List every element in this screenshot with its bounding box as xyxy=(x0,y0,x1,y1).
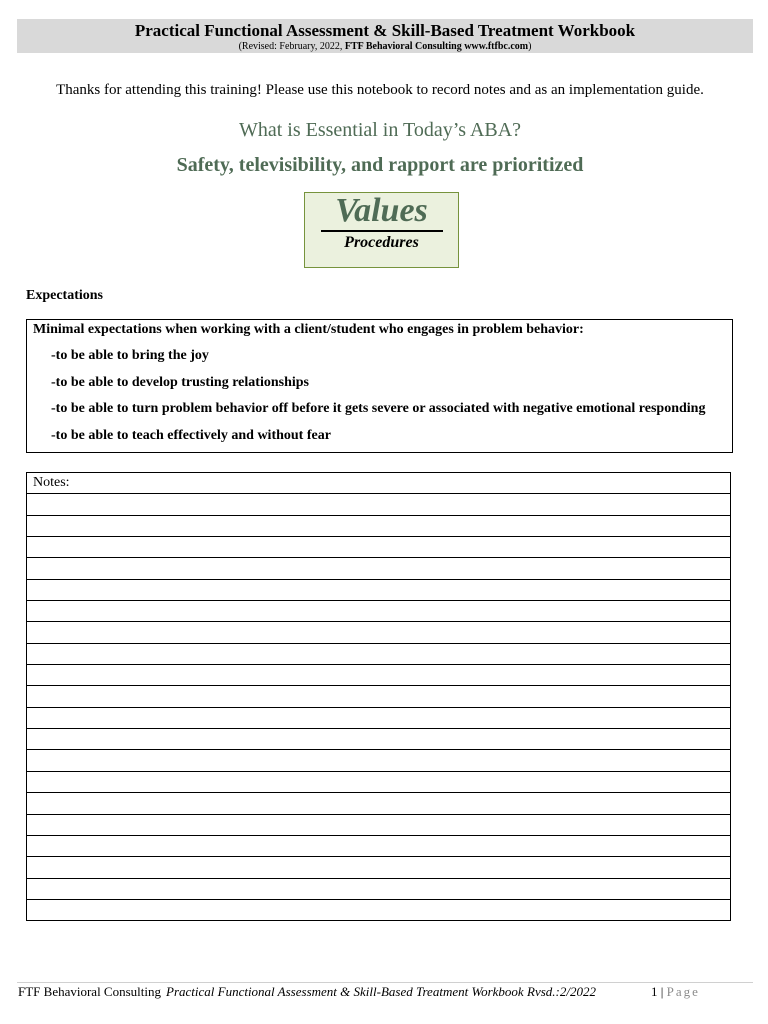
notes-line-row xyxy=(27,622,731,643)
notes-line[interactable] xyxy=(27,579,731,600)
notes-header-row xyxy=(27,473,731,494)
intro-text: Thanks for attending this training! Please use this notebook to record notes and as an implementation guide. xyxy=(56,82,704,98)
notes-line[interactable] xyxy=(27,707,731,728)
notes-line[interactable] xyxy=(27,515,731,536)
priorities-heading: Safety, televisibility, and rapport are prioritized xyxy=(176,154,584,176)
notes-line-row xyxy=(27,750,731,771)
notes-line-row xyxy=(27,878,731,899)
footer-org: FTF Behavioral Consulting xyxy=(18,984,161,999)
notes-line-row xyxy=(27,494,731,515)
footer-revision: Rvsd.:2/2022 xyxy=(527,984,596,999)
expectation-item: -to be able to bring the joy xyxy=(51,348,209,363)
notes-line[interactable] xyxy=(27,643,731,664)
revision-suffix: ) xyxy=(528,41,532,52)
notes-line-row xyxy=(27,686,731,707)
notes-line[interactable] xyxy=(27,729,731,750)
expectations-lead: Minimal expectations when working with a client/student who engages in problem behavior: xyxy=(33,322,584,337)
notes-line[interactable] xyxy=(27,665,731,686)
notes-line-row xyxy=(27,771,731,792)
notes-line[interactable] xyxy=(27,750,731,771)
notes-line[interactable] xyxy=(27,857,731,878)
notes-line-row xyxy=(27,601,731,622)
revision-prefix: (Revised: February, 2022, xyxy=(238,41,345,52)
notes-line[interactable] xyxy=(27,899,731,920)
values-over-procedures-box xyxy=(304,192,459,268)
notes-line-row xyxy=(27,899,731,920)
page-label: Page xyxy=(666,984,700,999)
page-separator: | xyxy=(657,984,667,999)
notes-line-row xyxy=(27,857,731,878)
expectations-box xyxy=(26,319,733,453)
notes-label[interactable]: Notes: xyxy=(27,473,731,494)
notes-line[interactable] xyxy=(27,537,731,558)
revision-line xyxy=(17,41,753,52)
document-header xyxy=(17,19,753,53)
question-heading: What is Essential in Today’s ABA? xyxy=(238,119,522,141)
notes-line-row xyxy=(27,579,731,600)
notes-line-row xyxy=(27,558,731,579)
notes-line[interactable] xyxy=(27,835,731,856)
notes-line[interactable] xyxy=(27,558,731,579)
expectation-item: -to be able to turn problem behavior off before it gets severe or associated with negative emotional responding xyxy=(51,401,706,416)
footer-divider xyxy=(17,982,753,983)
expectations-label: Expectations xyxy=(26,288,103,303)
page-number xyxy=(651,984,700,1000)
notes-line[interactable] xyxy=(27,601,731,622)
notes-line-row xyxy=(27,814,731,835)
notes-line-row xyxy=(27,793,731,814)
notes-line-row xyxy=(27,537,731,558)
notes-line-row xyxy=(27,707,731,728)
document-title: Practical Functional Assessment & Skill-Based Treatment Workbook xyxy=(134,21,636,40)
notes-line-row xyxy=(27,643,731,664)
expectation-item: -to be able to teach effectively and without fear xyxy=(51,428,331,443)
values-word: Values xyxy=(335,192,428,229)
notes-line[interactable] xyxy=(27,793,731,814)
notes-line[interactable] xyxy=(27,494,731,515)
procedures-word: Procedures xyxy=(344,234,419,251)
notes-line[interactable] xyxy=(27,622,731,643)
revision-org: FTF Behavioral Consulting www.ftfbc.com xyxy=(344,41,529,52)
notes-line-row xyxy=(27,515,731,536)
page-number-value: 1 xyxy=(651,984,658,999)
notes-line-row xyxy=(27,835,731,856)
notes-line-row xyxy=(27,729,731,750)
notes-line-row xyxy=(27,665,731,686)
notes-line[interactable] xyxy=(27,771,731,792)
notes-line[interactable] xyxy=(27,814,731,835)
notes-table xyxy=(26,472,731,921)
expectation-item: -to be able to develop trusting relationships xyxy=(51,375,309,390)
notes-line[interactable] xyxy=(27,686,731,707)
notes-line[interactable] xyxy=(27,878,731,899)
footer-title: Practical Functional Assessment & Skill-Based Treatment Workbook xyxy=(166,984,524,999)
